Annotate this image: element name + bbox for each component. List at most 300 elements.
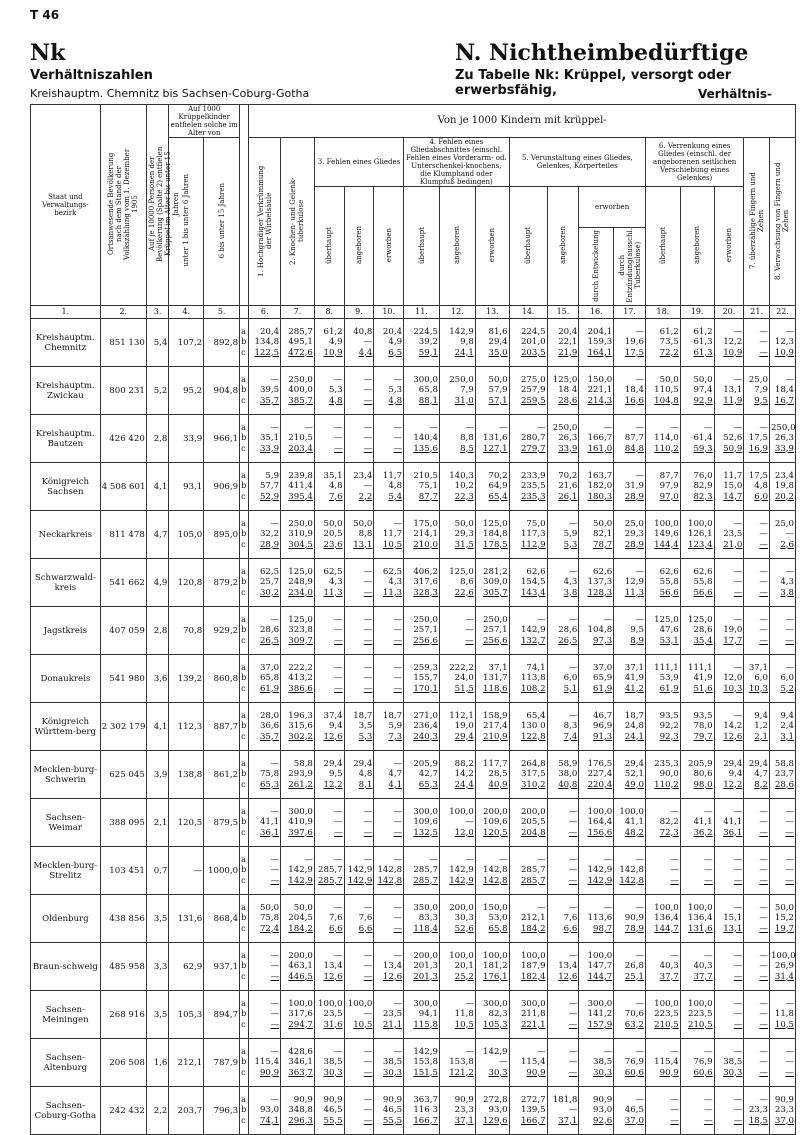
value-a: — <box>785 1047 794 1058</box>
value-a: — <box>363 423 373 434</box>
value-b: — <box>704 865 713 876</box>
value-c: — <box>759 347 768 358</box>
value-c: 37,7 <box>659 971 679 982</box>
value-c: — <box>670 875 679 886</box>
value-c: — <box>363 395 373 406</box>
value-a: 62,5 <box>382 567 403 578</box>
population-cell: 625 045 <box>100 751 146 799</box>
value-b: 201,0 <box>520 337 546 348</box>
value-b: — <box>759 529 768 540</box>
value-a: — <box>568 903 578 914</box>
value-a: — <box>393 855 403 866</box>
col-limb-acquired: erworben <box>384 227 393 263</box>
value-b: 4,8 <box>358 769 373 780</box>
value-b: — <box>363 817 373 828</box>
value-cell <box>547 511 579 559</box>
value-a: 93,5 <box>659 711 679 722</box>
value-a: — <box>536 855 546 866</box>
age-young-cell: 95,2 <box>169 367 204 415</box>
value-c: — <box>363 1115 373 1126</box>
column-number: 2. <box>100 306 146 319</box>
value-cell <box>439 1039 475 1087</box>
value-b: 223,5 <box>688 1009 713 1020</box>
value-cell <box>547 751 579 799</box>
value-cell <box>714 511 744 559</box>
value-c: — <box>363 635 373 646</box>
value-cell <box>614 943 646 991</box>
value-b: 257,9 <box>520 385 546 396</box>
value-a: 275,0 <box>520 375 546 386</box>
value-cell <box>579 415 614 463</box>
col-segment-acquired: erworben <box>488 227 497 263</box>
value-cell <box>404 703 440 751</box>
value-b: — <box>704 1105 713 1116</box>
row-subdivision-labels: a b c <box>240 703 249 751</box>
value-cell <box>680 463 714 511</box>
value-cell <box>344 511 374 559</box>
value-cell <box>714 655 744 703</box>
value-c: 112,9 <box>520 539 546 550</box>
value-b: 24,0 <box>454 673 474 684</box>
value-b: 164,4 <box>587 817 613 828</box>
value-cell <box>281 463 315 511</box>
rate-cell: 4,1 <box>146 703 169 751</box>
age-old-cell: 787,9 <box>204 1039 240 1087</box>
value-a: — <box>759 567 768 578</box>
col-tuberculosis: 2. Knochen- und Gelenk-tuberkulose <box>289 176 306 265</box>
value-c: 2,6 <box>780 539 794 550</box>
value-cell <box>744 463 770 511</box>
row-subdivision-labels: a b c <box>240 1039 249 1087</box>
value-b: 6,0 <box>563 673 578 684</box>
value-a: — <box>536 615 546 626</box>
value-cell <box>645 703 680 751</box>
value-b: 52,1 <box>624 769 644 780</box>
value-c: 3,8 <box>780 587 794 598</box>
value-cell <box>614 559 646 607</box>
value-b: 64,9 <box>488 481 508 492</box>
value-a: — <box>733 807 743 818</box>
value-cell <box>579 655 614 703</box>
value-b: 11,7 <box>382 529 403 540</box>
value-c: 4,8 <box>328 395 343 406</box>
value-b: 4,7 <box>754 769 768 780</box>
value-a: — <box>704 807 713 818</box>
value-cell <box>509 847 547 895</box>
col-deformity-total: überhaupt <box>524 226 533 264</box>
value-b: 4,9 <box>328 337 343 348</box>
value-cell <box>614 895 646 943</box>
value-a: 81,6 <box>488 327 508 338</box>
row-subdivision-labels: a b c <box>240 367 249 415</box>
value-a: 142,9 <box>483 1047 508 1058</box>
rate-cell: 4,1 <box>146 463 169 511</box>
value-a: — <box>363 903 373 914</box>
value-a: 125,0 <box>552 375 578 386</box>
value-b: 7,6 <box>328 913 343 924</box>
table-row <box>31 1039 796 1087</box>
value-a: 300,0 <box>587 999 613 1010</box>
value-b: 23,3 <box>774 1105 794 1116</box>
value-b: 55,8 <box>659 577 679 588</box>
value-c: 129,6 <box>483 1115 508 1126</box>
value-a: 363,7 <box>413 1095 438 1106</box>
value-a: 100,0 <box>654 519 679 530</box>
value-c: — <box>733 875 743 886</box>
value-a: 90,9 <box>293 1095 313 1106</box>
value-a: — <box>270 519 280 530</box>
value-cell <box>281 895 315 943</box>
value-a: 196,3 <box>288 711 313 722</box>
value-b: 46,5 <box>624 1105 644 1116</box>
value-b: 41,1 <box>723 817 743 828</box>
value-b: 26,3 <box>558 433 578 444</box>
value-c: 296,3 <box>288 1115 313 1126</box>
value-cell <box>645 943 680 991</box>
value-cell <box>281 511 315 559</box>
table-row <box>31 943 796 991</box>
value-a: 37,1 <box>488 663 508 674</box>
value-cell <box>509 607 547 655</box>
value-a: 205,9 <box>413 759 438 770</box>
value-c: 176,1 <box>483 971 508 982</box>
value-cell <box>579 559 614 607</box>
value-b: 29,3 <box>454 529 474 540</box>
value-a: — <box>785 855 794 866</box>
value-cell <box>344 559 374 607</box>
value-c: 110,2 <box>654 443 679 454</box>
value-c: 142,9 <box>288 875 313 886</box>
value-a: 125,0 <box>288 567 313 578</box>
statistics-table <box>30 104 796 1135</box>
value-a: 29,4 <box>748 759 768 770</box>
value-b: 155,7 <box>413 673 438 684</box>
age-young-cell: 93,1 <box>169 463 204 511</box>
value-a: — <box>363 951 373 962</box>
value-cell <box>645 895 680 943</box>
value-a: — <box>603 855 613 866</box>
value-b: 20,5 <box>323 529 343 540</box>
value-b: 136,4 <box>688 913 713 924</box>
value-b: — <box>568 865 578 876</box>
value-b: 293,9 <box>288 769 313 780</box>
value-a: 222,2 <box>449 663 474 674</box>
value-cell <box>547 559 579 607</box>
value-b: — <box>568 817 578 828</box>
value-b: — <box>733 865 743 876</box>
value-b: 70,6 <box>624 1009 644 1020</box>
column-number: 7. <box>281 306 315 319</box>
value-c: 72,4 <box>259 923 280 934</box>
value-b: — <box>759 817 768 828</box>
value-a: 100,0 <box>318 999 343 1010</box>
value-c: 30,3 <box>723 1067 743 1078</box>
value-a: — <box>704 423 713 434</box>
value-b: 4,9 <box>388 337 403 348</box>
value-c: — <box>759 971 768 982</box>
value-b: 8,8 <box>358 529 373 540</box>
value-c: 210,9 <box>483 731 508 742</box>
population-cell: 2 302 179 <box>100 703 146 751</box>
value-cell <box>614 1039 646 1087</box>
value-c: 184,2 <box>520 923 546 934</box>
value-b: 46,5 <box>382 1105 403 1116</box>
value-b: 38,5 <box>323 1057 343 1068</box>
value-b: 187,9 <box>520 961 546 972</box>
table-range: Kreishauptm. Chemnitz bis Sachsen-Coburg-Gotha <box>30 87 310 100</box>
value-c: 180,3 <box>587 491 613 502</box>
value-c: 104,8 <box>654 395 679 406</box>
value-b: 141,2 <box>587 1009 613 1020</box>
value-a: 9,4 <box>780 711 794 722</box>
value-c: 33,9 <box>259 443 280 454</box>
age-old-cell: 906,9 <box>204 463 240 511</box>
value-c: — <box>733 1019 743 1030</box>
table-row <box>31 559 796 607</box>
value-b: 212,1 <box>520 913 546 924</box>
value-c: 240,3 <box>413 731 438 742</box>
col-segment-congenital: angeboren <box>453 226 462 264</box>
value-b: 4,3 <box>780 577 794 588</box>
value-b: 41,1 <box>624 817 644 828</box>
value-a: — <box>568 999 578 1010</box>
region-name: Schwarzwald-kreis <box>31 559 101 607</box>
value-a: — <box>733 1095 743 1106</box>
value-b: 134,8 <box>254 337 280 348</box>
value-a: 46,7 <box>593 711 613 722</box>
col-population: Ortsanwesende Bevölkerung nach dem Stande der Volkszählung vom 1. Dezember 1905 <box>107 148 140 260</box>
value-c: 29,4 <box>454 731 474 742</box>
value-b: 22,1 <box>558 337 578 348</box>
value-b: 87,7 <box>624 433 644 444</box>
value-a: 272,7 <box>520 1095 546 1106</box>
value-b: 76,9 <box>693 1057 713 1068</box>
value-b: 113,6 <box>587 913 613 924</box>
value-b: 12,9 <box>624 577 644 588</box>
value-c: — <box>363 827 373 838</box>
value-a: 50,0 <box>323 519 343 530</box>
value-cell <box>475 559 509 607</box>
value-c: — <box>334 827 343 838</box>
value-cell <box>344 991 374 1039</box>
col-fused-digits: 8. Verwachsung von Fingern und Zehen <box>774 161 791 280</box>
value-a: — <box>334 375 343 386</box>
value-cell <box>645 367 680 415</box>
page-number: T 46 <box>30 8 60 22</box>
value-a: 100,0 <box>688 519 713 530</box>
value-b: 142,9 <box>520 625 546 636</box>
value-a: 264,8 <box>520 759 546 770</box>
value-a: — <box>393 951 403 962</box>
value-cell <box>439 847 475 895</box>
value-a: 25,0 <box>748 375 768 386</box>
value-a: — <box>270 999 280 1010</box>
value-a: 125,0 <box>688 615 713 626</box>
value-a: — <box>785 615 794 626</box>
value-cell <box>680 319 714 367</box>
value-a: 250,0 <box>449 375 474 386</box>
column-number: 8. <box>314 306 344 319</box>
column-number: 22. <box>769 306 795 319</box>
value-b: 159,3 <box>587 337 613 348</box>
value-c: 157,9 <box>587 1019 613 1030</box>
value-b: 21,6 <box>558 481 578 492</box>
value-a: 20,4 <box>259 327 280 338</box>
value-cell <box>680 799 714 847</box>
rate-cell: 2,2 <box>146 1087 169 1135</box>
population-cell: 388 095 <box>100 799 146 847</box>
value-c: 10,9 <box>723 347 743 358</box>
value-a: — <box>536 423 546 434</box>
value-a: 50,0 <box>488 375 508 386</box>
value-b: — <box>465 817 474 828</box>
region-name: Neckarkreis <box>31 511 101 559</box>
value-cell <box>314 895 344 943</box>
value-c: 142,8 <box>483 875 508 886</box>
value-cell <box>614 847 646 895</box>
row-subdivision-labels: a b c <box>240 799 249 847</box>
age-old-cell: 966,1 <box>204 415 240 463</box>
value-c: 259,5 <box>520 395 546 406</box>
value-a: — <box>536 1047 546 1058</box>
value-cell <box>714 943 744 991</box>
value-cell <box>680 751 714 799</box>
value-c: 37,1 <box>558 1115 578 1126</box>
value-c: 52,9 <box>259 491 280 502</box>
value-cell <box>680 1039 714 1087</box>
value-b: — <box>363 625 373 636</box>
value-a: 62,6 <box>526 567 546 578</box>
table-row <box>31 655 796 703</box>
value-b: 4,8 <box>388 481 403 492</box>
value-b: 23,5 <box>382 1009 403 1020</box>
value-a: — <box>733 423 743 434</box>
value-b: 142,9 <box>288 865 313 876</box>
value-cell <box>374 367 404 415</box>
value-cell <box>714 991 744 1039</box>
value-a: — <box>363 1095 373 1106</box>
value-cell <box>374 415 404 463</box>
value-b: 93,0 <box>488 1105 508 1116</box>
population-cell: 541 980 <box>100 655 146 703</box>
value-c: 6,5 <box>388 347 403 358</box>
value-b: 285,7 <box>413 865 438 876</box>
value-b: 130 0 <box>520 721 546 732</box>
value-b: 55,8 <box>693 577 713 588</box>
value-c: 35,0 <box>488 347 508 358</box>
value-cell <box>281 847 315 895</box>
value-a: 18,7 <box>353 711 373 722</box>
value-c: 87,7 <box>418 491 438 502</box>
value-c: 8,1 <box>358 779 373 790</box>
value-a: — <box>635 327 644 338</box>
value-a: — <box>363 615 373 626</box>
value-c: 123,4 <box>688 539 713 550</box>
value-b: 5,9 <box>388 721 403 732</box>
value-cell <box>281 1039 315 1087</box>
value-b: 13,4 <box>558 961 578 972</box>
value-c: 92,9 <box>693 395 713 406</box>
value-cell <box>475 511 509 559</box>
value-b: 323,8 <box>288 625 313 636</box>
value-cell <box>281 751 315 799</box>
population-cell: 103 451 <box>100 847 146 895</box>
value-a: 250,0 <box>770 423 796 434</box>
value-cell <box>680 991 714 1039</box>
value-cell <box>475 1087 509 1135</box>
value-c: — <box>465 635 474 646</box>
value-a: 100,0 <box>654 903 679 914</box>
value-cell <box>281 703 315 751</box>
col-deformity-inflammation: durch Entzündung(ausschl. Tuberkulose) <box>617 228 642 303</box>
value-a: 210,5 <box>413 471 438 482</box>
value-a: — <box>635 999 644 1010</box>
value-b: 80,6 <box>693 769 713 780</box>
value-b: 109,6 <box>483 817 508 828</box>
value-b: — <box>568 1105 578 1116</box>
value-c: 256,6 <box>483 635 508 646</box>
value-b: 115,4 <box>520 1057 546 1068</box>
value-b: 8,3 <box>563 721 578 732</box>
age-old-cell: 929,2 <box>204 607 240 655</box>
value-b: 214,1 <box>413 529 438 540</box>
value-cell <box>439 943 475 991</box>
value-cell <box>374 991 404 1039</box>
value-a: — <box>733 903 743 914</box>
value-c: 33,9 <box>774 443 794 454</box>
value-a: — <box>670 1047 679 1058</box>
value-cell <box>714 799 744 847</box>
value-a: 204,1 <box>587 327 613 338</box>
value-a: 117,7 <box>483 759 508 770</box>
value-a: 40,8 <box>353 327 373 338</box>
value-a: 259,3 <box>413 663 438 674</box>
value-a: 100,0 <box>688 999 713 1010</box>
value-b: 154,5 <box>520 577 546 588</box>
value-a: 112,1 <box>449 711 474 722</box>
value-cell <box>439 415 475 463</box>
value-b: 23,5 <box>723 529 743 540</box>
value-a: 224,5 <box>520 327 546 338</box>
value-a: 62,6 <box>593 567 613 578</box>
value-b: 29,4 <box>488 337 508 348</box>
value-a: — <box>733 375 743 386</box>
column-number: 21. <box>744 306 770 319</box>
value-a: 125,0 <box>483 519 508 530</box>
value-cell <box>404 751 440 799</box>
value-cell <box>547 655 579 703</box>
value-cell <box>475 799 509 847</box>
value-cell <box>645 655 680 703</box>
value-a: 200,0 <box>520 807 546 818</box>
value-c: 26,1 <box>558 491 578 502</box>
value-c: 61,9 <box>259 683 280 694</box>
value-cell <box>579 991 614 1039</box>
value-cell <box>509 751 547 799</box>
value-c: 110,2 <box>654 779 679 790</box>
value-b: 4,8 <box>754 481 768 492</box>
value-cell <box>404 943 440 991</box>
value-cell <box>249 559 281 607</box>
value-a: 205,9 <box>688 759 713 770</box>
value-cell <box>547 943 579 991</box>
value-c: 55,5 <box>323 1115 343 1126</box>
value-cell <box>344 463 374 511</box>
value-cell <box>314 415 344 463</box>
value-cell <box>374 607 404 655</box>
value-b: — <box>363 673 373 684</box>
value-cell <box>344 367 374 415</box>
